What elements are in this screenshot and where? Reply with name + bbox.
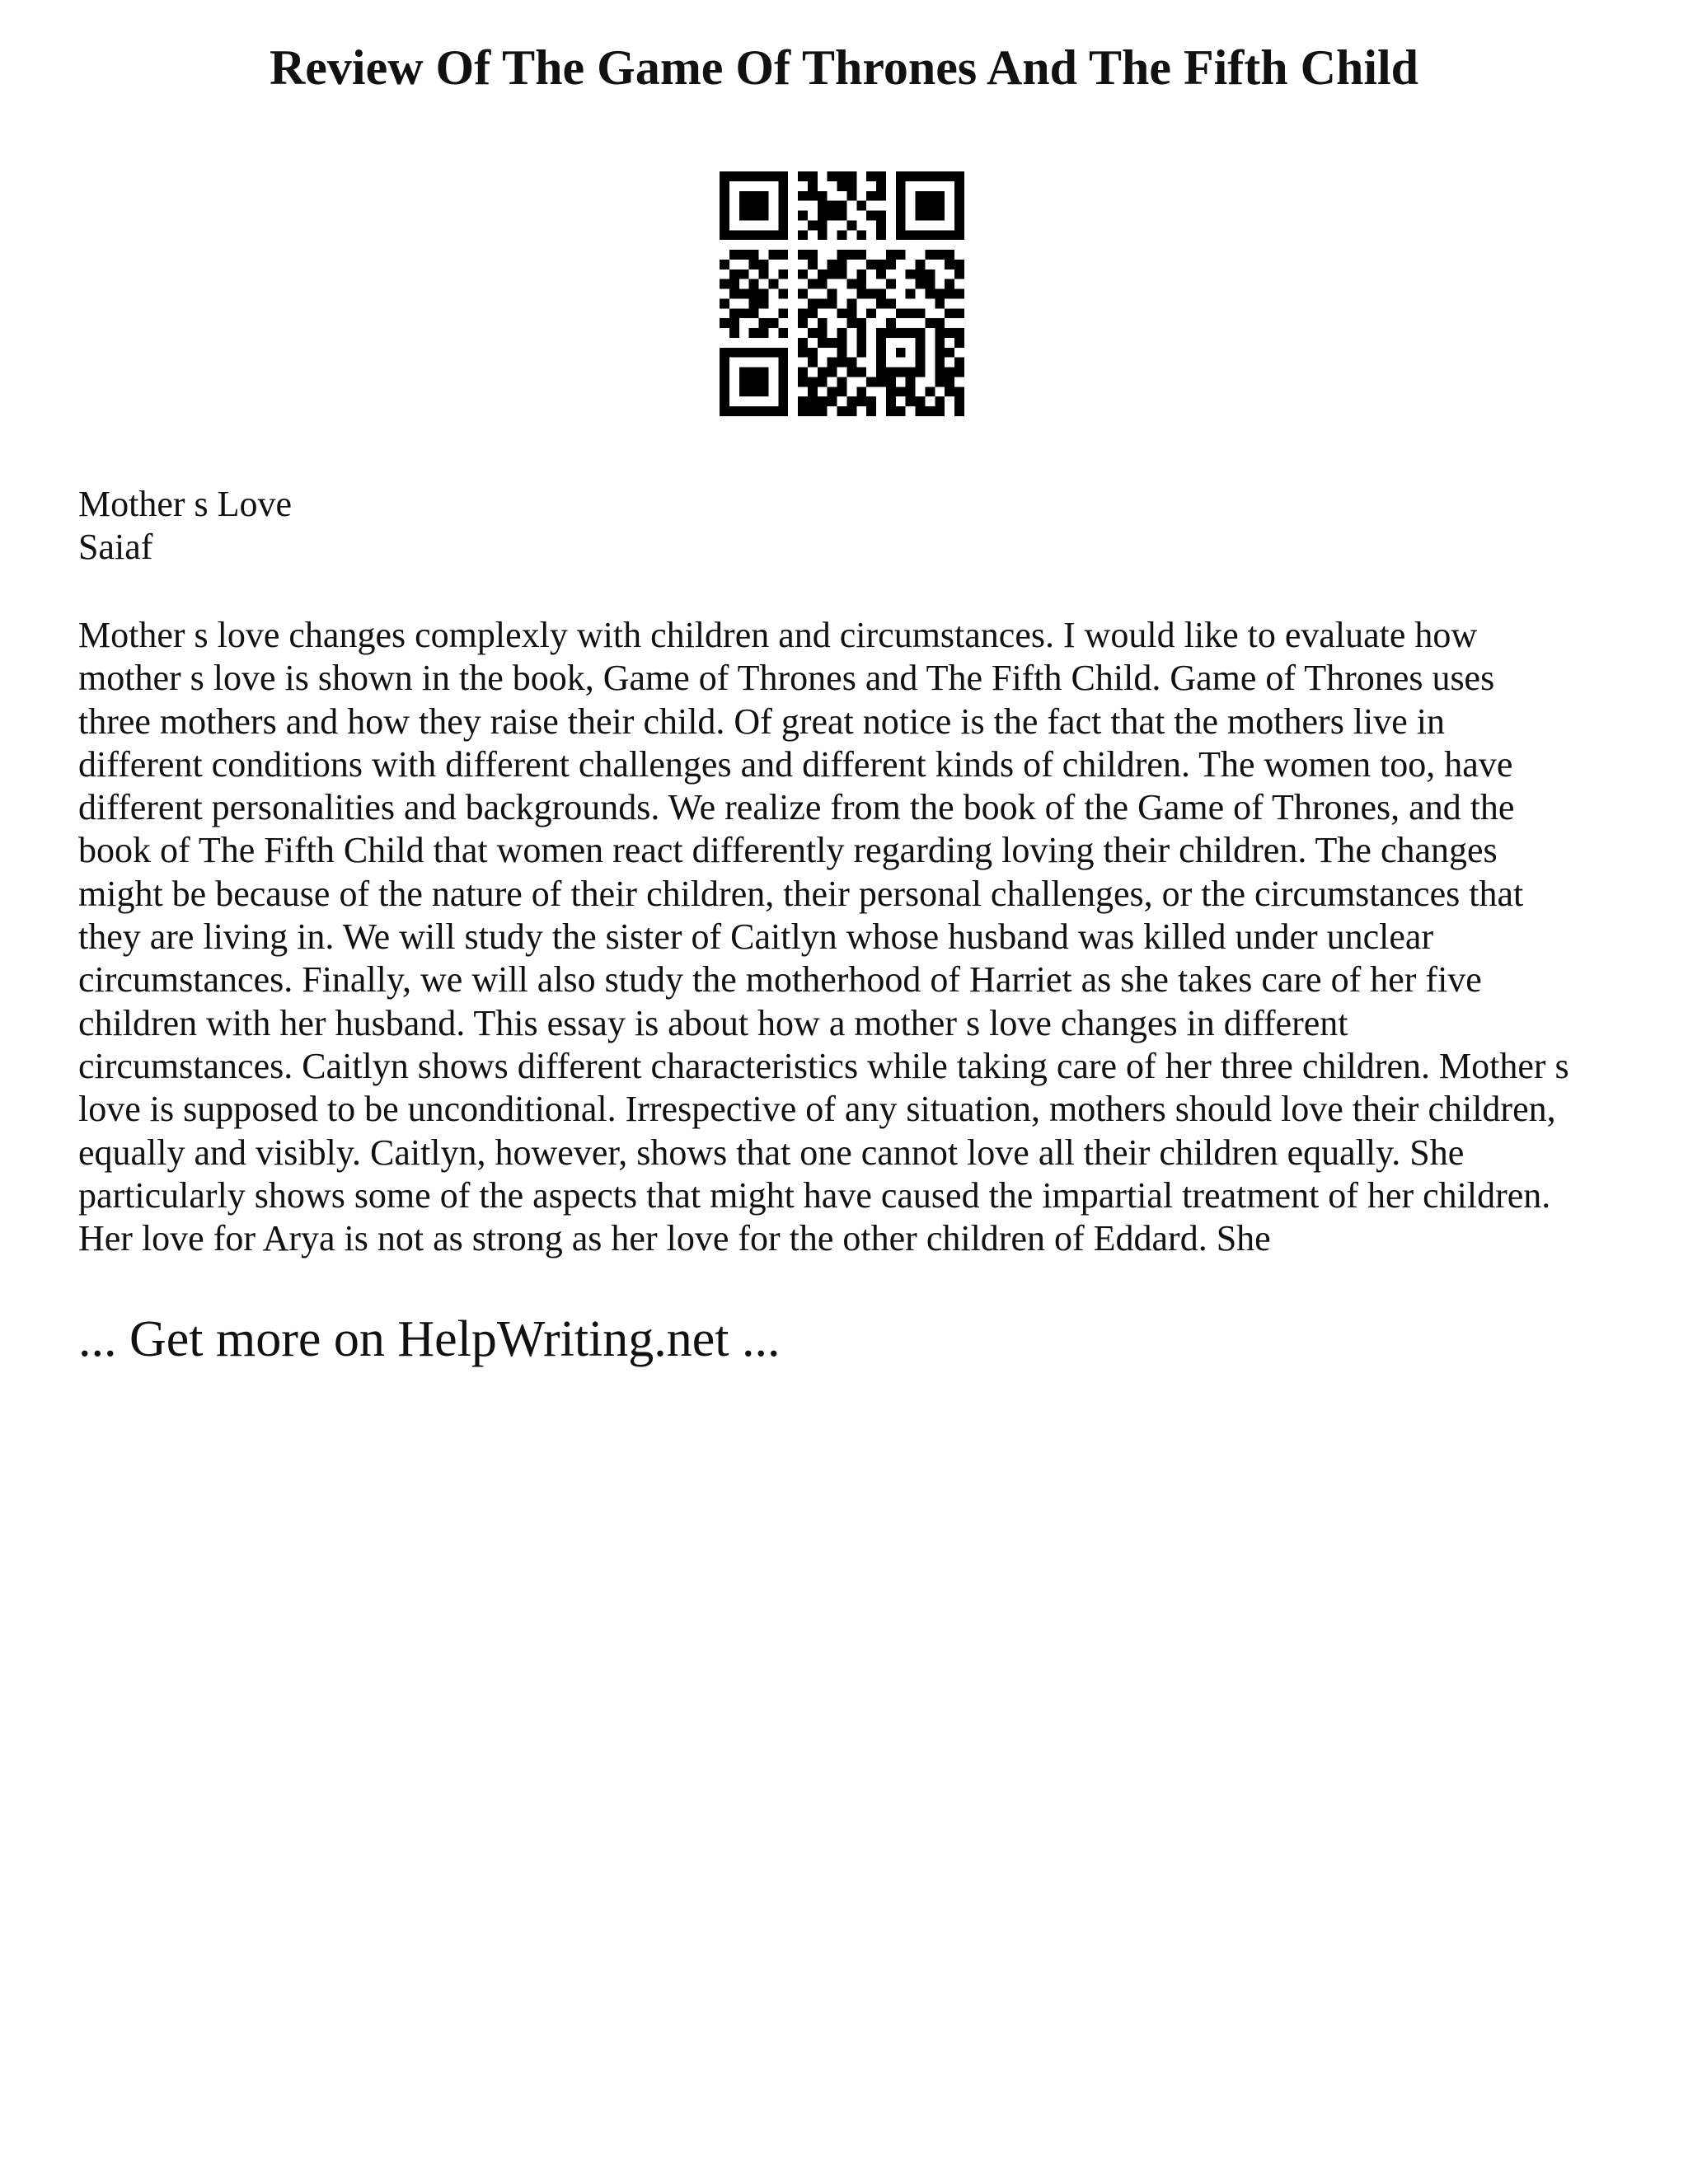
body-line: might be because of the nature of their children, their personal challenges, or the circumstances that <box>78 873 1524 914</box>
body-line: three mothers and how they raise their child. Of great notice is the fact that the mothers live in <box>78 701 1446 742</box>
body-line: love is supposed to be unconditional. Irrespective of any situation, mothers should love their children, <box>78 1089 1556 1130</box>
document-title: Review Of The Game Of Thrones And The Fifth Child <box>269 40 1419 95</box>
body-line: Mother s love changes complexly with children and circumstances. I would like to evaluate how <box>78 615 1478 655</box>
body-line: equally and visibly. Caitlyn, however, shows that one cannot love all their children equally. She <box>78 1132 1465 1173</box>
body-line: circumstances. Finally, we will also study the motherhood of Harriet as she takes care of her five <box>78 959 1482 1001</box>
body-line: children with her husband. This essay is about how a mother s love changes in different <box>78 1002 1348 1043</box>
body-line: circumstances. Caitlyn shows different characteristics while taking care of her three children. Mother s <box>78 1045 1569 1086</box>
essay-author: Saiaf <box>78 527 153 567</box>
essay-title: Mother s Love <box>78 484 293 524</box>
get-more-link[interactable]: ... Get more on HelpWriting.net ... <box>78 1311 781 1367</box>
body-line: book of The Fifth Child that women react differently regarding loving their children. The changes <box>78 830 1498 871</box>
qr-code-icon <box>720 171 964 416</box>
essay-byline <box>78 483 292 569</box>
body-line: different personalities and backgrounds. We realize from the book of the Game of Thrones, and the <box>78 787 1515 828</box>
body-line: Her love for Arya is not as strong as her love for the other children of Eddard. She <box>78 1218 1271 1259</box>
body-line: they are living in. We will study the sister of Caitlyn whose husband was killed under unclear <box>78 916 1434 958</box>
body-line: mother s love is shown in the book, Game of Thrones and The Fifth Child. Game of Thrones uses <box>78 658 1495 699</box>
body-line: different conditions with different challenges and different kinds of children. The women too, have <box>78 743 1513 785</box>
body-line: particularly shows some of the aspects that might have caused the impartial treatment of her children. <box>78 1174 1551 1216</box>
essay-body <box>78 614 1628 1260</box>
